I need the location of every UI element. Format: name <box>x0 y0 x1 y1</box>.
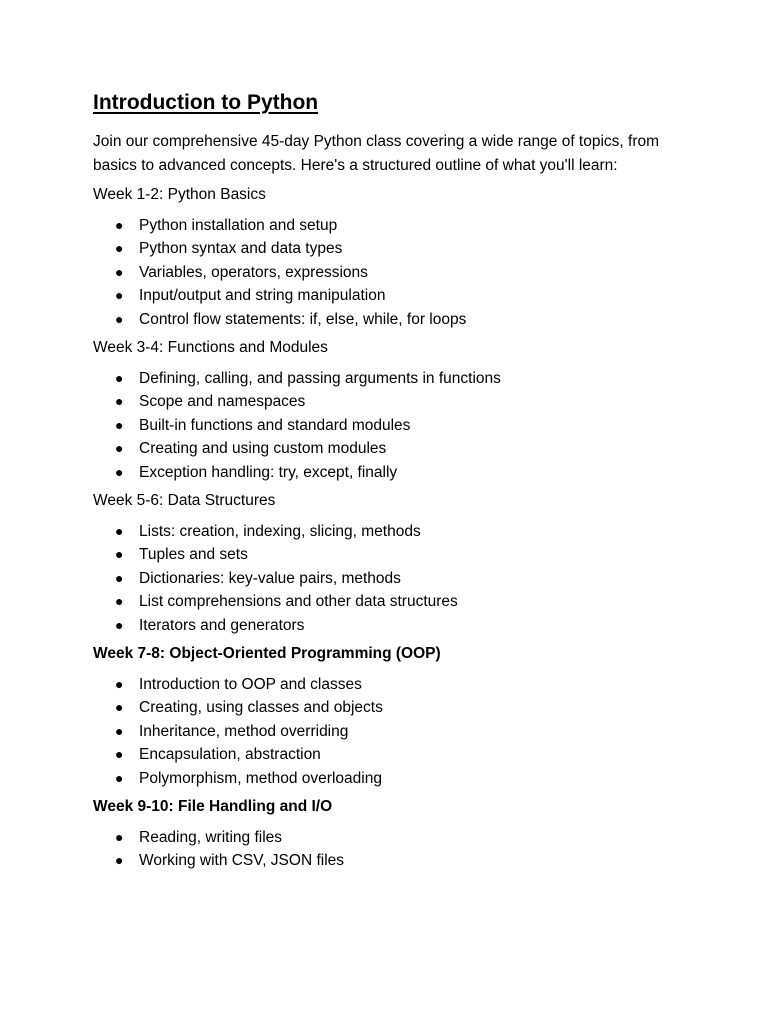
list-item <box>93 590 668 614</box>
list-item <box>93 720 668 744</box>
week-heading: Week 1-2: Python Basics <box>93 186 266 203</box>
list-item-text: Iterators and generators <box>139 616 305 634</box>
bullet-icon: ● <box>115 699 124 715</box>
week-section <box>93 183 668 331</box>
bullet-icon: ● <box>115 263 124 280</box>
list-item <box>93 849 668 873</box>
list-item <box>93 826 668 850</box>
topic-list <box>93 367 668 485</box>
list-item-text: Encapsulation, abstraction <box>139 746 321 763</box>
week-section <box>93 795 668 873</box>
bullet-icon: ● <box>115 416 124 433</box>
week-heading: Week 5-6: Data Structures <box>93 492 276 509</box>
list-item-text: Input/output and string manipulation <box>139 287 386 304</box>
list-item-text: Scope and namespaces <box>139 393 306 410</box>
list-item-text: Variables, operators, expressions <box>139 263 368 281</box>
list-item-text: Defining, calling, and passing arguments in functions <box>139 369 501 387</box>
topic-list <box>93 520 668 638</box>
bullet-icon: ● <box>115 852 124 868</box>
list-item-text: Dictionaries: key-value pairs, methods <box>139 569 401 587</box>
list-item-text: Inheritance, method overriding <box>139 722 349 740</box>
list-item <box>93 461 668 485</box>
bullet-icon: ● <box>115 216 124 233</box>
list-item-text: List comprehensions and other data structures <box>139 593 458 610</box>
list-item-text: Working with CSV, JSON files <box>139 852 345 869</box>
bullet-icon: ● <box>115 675 124 692</box>
list-item <box>93 414 668 438</box>
week-section <box>93 489 668 637</box>
bullet-icon: ● <box>115 240 124 256</box>
bullet-icon: ● <box>115 310 124 327</box>
topic-list <box>93 826 668 873</box>
list-item-text: Built-in functions and standard modules <box>139 416 411 434</box>
list-item <box>93 437 668 461</box>
list-item <box>93 543 668 567</box>
list-item <box>93 367 668 391</box>
bullet-icon: ● <box>115 722 124 739</box>
week-heading: Week 3-4: Functions and Modules <box>93 339 328 356</box>
bullet-icon: ● <box>115 393 124 409</box>
intro-paragraph: Join our comprehensive 45-day Python class covering a wide range of topics, from basics to advanced concepts. Here's a structured outline of what you'll learn: <box>93 133 660 174</box>
list-item <box>93 261 668 285</box>
bullet-icon: ● <box>115 522 124 539</box>
list-item-text: Lists: creation, indexing, slicing, methods <box>139 522 421 540</box>
bullet-icon: ● <box>115 287 124 303</box>
bullet-icon: ● <box>115 769 124 786</box>
week-heading: Week 9-10: File Handling and I/O <box>93 798 333 815</box>
list-item-text: Tuples and sets <box>139 546 248 563</box>
week-section <box>93 336 668 484</box>
topic-list <box>93 673 668 791</box>
week-heading: Week 7-8: Object-Oriented Programming (OOP) <box>93 645 441 662</box>
list-item <box>93 614 668 638</box>
bullet-icon: ● <box>115 593 124 609</box>
list-item-text: Polymorphism, method overloading <box>139 769 382 787</box>
week-section <box>93 642 668 790</box>
list-item <box>93 673 668 697</box>
document-title: Introduction to Python <box>93 91 319 114</box>
bullet-icon: ● <box>115 546 124 562</box>
bullet-icon: ● <box>115 440 124 456</box>
list-item <box>93 390 668 414</box>
bullet-icon: ● <box>115 463 124 480</box>
bullet-icon: ● <box>115 369 124 386</box>
list-item-text: Control flow statements: if, else, while, for loops <box>139 310 467 328</box>
bullet-icon: ● <box>115 828 124 845</box>
list-item-text: Creating and using custom modules <box>139 440 387 457</box>
list-item <box>93 237 668 261</box>
list-item <box>93 284 668 308</box>
list-item-text: Introduction to OOP and classes <box>139 675 362 693</box>
list-item-text: Python syntax and data types <box>139 240 343 257</box>
list-item <box>93 767 668 791</box>
list-item <box>93 308 668 332</box>
list-item-text: Python installation and setup <box>139 216 338 234</box>
list-item <box>93 743 668 767</box>
bullet-icon: ● <box>115 616 124 633</box>
list-item-text: Exception handling: try, except, finally <box>139 463 398 481</box>
bullet-icon: ● <box>115 746 124 762</box>
topic-list <box>93 214 668 332</box>
list-item <box>93 520 668 544</box>
list-item-text: Creating, using classes and objects <box>139 699 383 716</box>
list-item <box>93 214 668 238</box>
list-item <box>93 696 668 720</box>
list-item-text: Reading, writing files <box>139 828 283 846</box>
list-item <box>93 567 668 591</box>
bullet-icon: ● <box>115 569 124 586</box>
